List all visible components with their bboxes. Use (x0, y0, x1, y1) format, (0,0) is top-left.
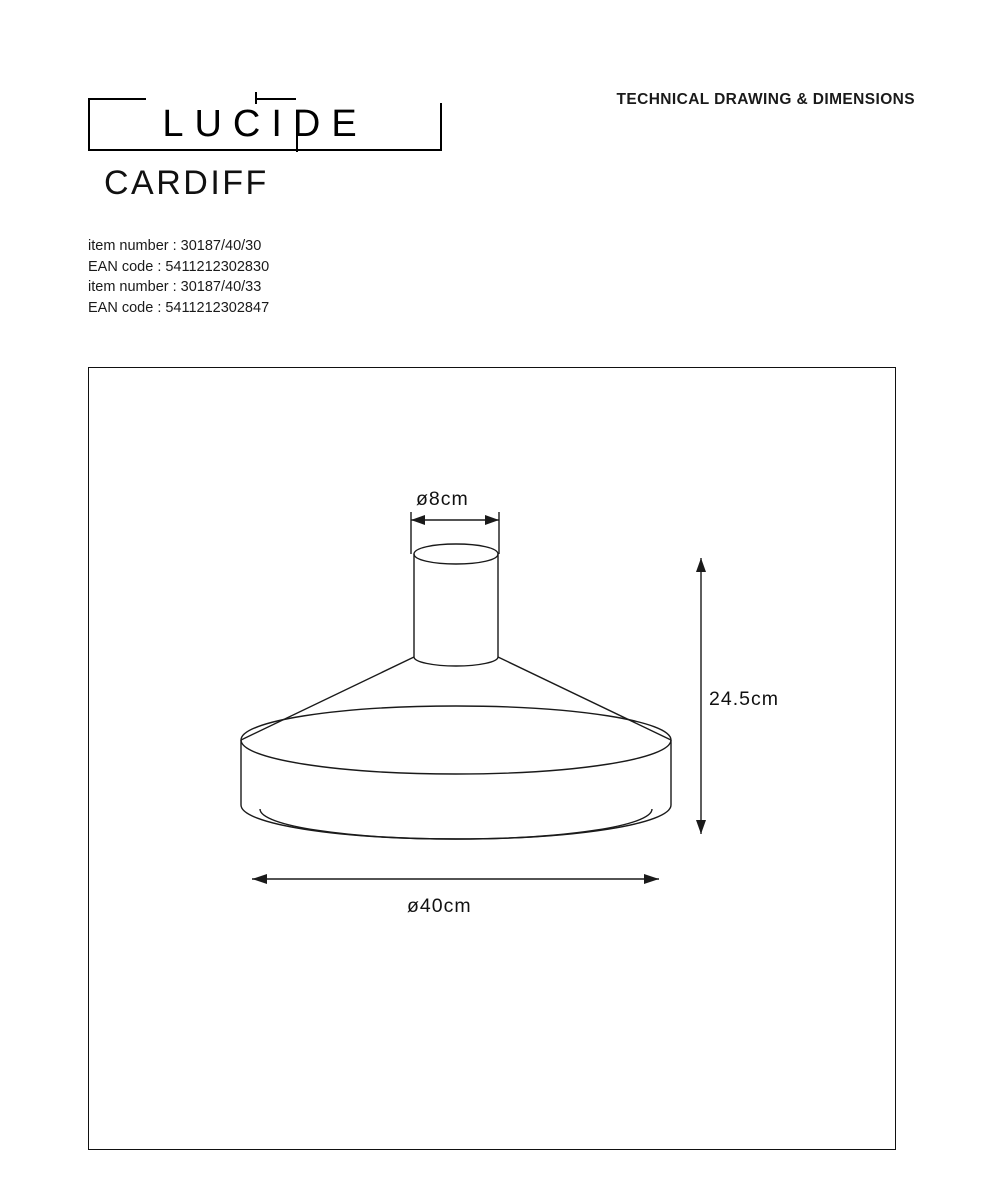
top-diameter-label: ø8cm (416, 488, 469, 510)
lamp-technical-drawing (89, 368, 897, 1151)
lamp-outline (241, 544, 671, 839)
page-title: CARDIFF (104, 164, 269, 202)
product-code-line: EAN code : 5411212302830 (88, 258, 270, 275)
technical-drawing-frame (88, 367, 896, 1150)
bottom-diameter-label: ø40cm (407, 895, 472, 917)
height-label: 24.5cm (709, 688, 779, 710)
bottom-diameter-dimension (252, 874, 659, 884)
product-code-line: item number : 30187/40/33 (88, 279, 262, 295)
document-type-title: TECHNICAL DRAWING & DIMENSIONS (616, 91, 915, 108)
product-code-line: item number : 30187/40/30 (88, 238, 262, 254)
document-header (0, 0, 999, 340)
height-dimension (696, 558, 706, 834)
brand-logo-text: LUCIDE (162, 103, 368, 145)
product-code-line: EAN code : 5411212302847 (88, 299, 270, 316)
product-codes (88, 236, 269, 318)
